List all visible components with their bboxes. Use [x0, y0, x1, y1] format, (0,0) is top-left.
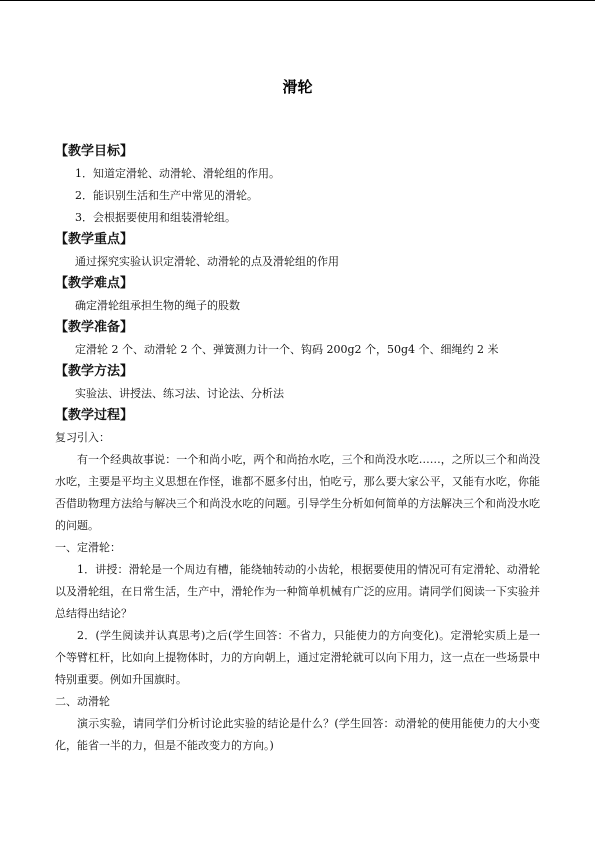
- goal-item-1: 1．知道定滑轮、动滑轮、滑轮组的作用。: [75, 167, 280, 180]
- section-heading-difficulties: 【教学难点】: [55, 276, 134, 291]
- methods-text: 实验法、讲授法、练习法、讨论法、分析法: [75, 387, 284, 400]
- section-heading-goals: 【教学目标】: [55, 144, 134, 159]
- top-border-line: [0, 0, 595, 1]
- preparation-text: 定滑轮 2 个、动滑轮 2 个、弹簧测力计一个、钩码 200g2 个，50g4 个、细绳约 2 米: [75, 343, 499, 356]
- page-title: 滑轮: [282, 78, 313, 96]
- review-paragraph: 有一个经典故事说：一个和尚小吃，两个和尚抬水吃，三个和尚没水吃……，之所以三个和尚没水吃，主要是平均主义思想在作怪，谁都不愿多付出，怕吃亏，那么要大家公平，又能有水吃，你能否借助物理方法给与解决三个和尚没水吃的问题。引导学生分析如何简单的方法解决三个和尚没水吃的问题。: [55, 453, 540, 532]
- fixed-pulley-paragraph-2: 2．(学生阅读并认真思考)之后(学生回答：不省力，只能使力的方向变化)。定滑轮实质上是一个等臂杠杆，比如向上提物体时，力的方向朝上，通过定滑轮就可以向下用力，这一点在一些场景中特别重要。例如升国旗时。: [55, 629, 540, 686]
- section-heading-process: 【教学过程】: [55, 408, 134, 423]
- goal-item-2: 2．能识别生活和生产中常见的滑轮。: [75, 189, 258, 202]
- difficulties-text: 确定滑轮组承担生物的绳子的股数: [75, 299, 240, 312]
- key-points-text: 通过探究实验认识定滑轮、动滑轮的点及滑轮组的作用: [75, 255, 339, 268]
- document-body: [55, 141, 540, 757]
- movable-pulley-label: 二、动滑轮: [55, 695, 110, 708]
- section-heading-methods: 【教学方法】: [55, 364, 134, 379]
- review-label: 复习引入：: [55, 431, 110, 444]
- fixed-pulley-paragraph-1: 1．讲授：滑轮是一个周边有槽，能绕轴转动的小齿轮，根据要使用的情况可有定滑轮、动滑轮以及滑轮组，在日常生活，生产中，滑轮作为一种简单机械有广泛的应用。请同学们阅读一下实验并总结得出结论？: [55, 563, 540, 620]
- section-heading-key-points: 【教学重点】: [55, 232, 134, 247]
- movable-pulley-paragraph-1: 演示实验，请同学们分析讨论此实验的结论是什么？(学生回答：动滑轮的使用能使力的大小变化，能省一半的力，但是不能改变力的方向。): [55, 717, 540, 752]
- goal-item-3: 3．会根据要使用和组装滑轮组。: [75, 211, 236, 224]
- section-heading-preparation: 【教学准备】: [55, 320, 134, 335]
- fixed-pulley-label: 一、定滑轮：: [55, 541, 121, 554]
